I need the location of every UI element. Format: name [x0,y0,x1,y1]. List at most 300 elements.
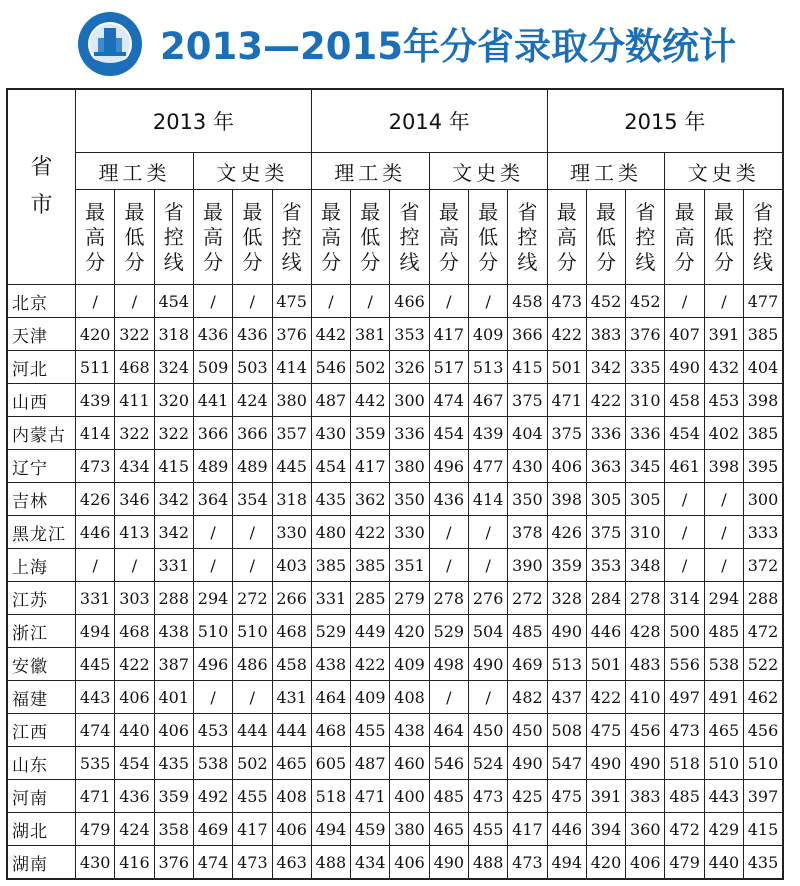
score-type-header [586,190,625,285]
province-cell: 山东 [7,747,76,780]
score-cell: 473 [76,450,115,483]
score-cell: 380 [272,384,311,417]
province-cell: 山西 [7,384,76,417]
score-cell: 415 [154,450,193,483]
score-cell: 429 [704,813,743,846]
university-logo-icon [76,10,144,78]
score-cell: 454 [115,747,154,780]
score-cell: 294 [193,582,232,615]
score-cell: 452 [586,285,625,318]
score-cell: 272 [508,582,547,615]
score-type-char: 分 [85,249,106,274]
score-type-header [311,190,350,285]
score-cell: 424 [115,813,154,846]
score-cell: 472 [665,813,704,846]
score-cell: 469 [508,648,547,681]
score-cell: 330 [390,516,429,549]
category-header: 文史类 [665,153,783,190]
score-type-char: 最 [674,199,695,224]
score-cell: 490 [626,747,665,780]
score-cell: 468 [115,351,154,384]
score-cell: 406 [154,714,193,747]
page-title: 2013—2015年分省录取分数统计 [160,25,736,68]
score-cell: 504 [468,615,507,648]
score-cell: / [429,516,468,549]
score-cell: 351 [390,549,429,582]
score-cell: 428 [626,615,665,648]
score-cell: 342 [154,516,193,549]
table-row [7,714,783,747]
score-cell: 454 [154,285,193,318]
table-row [7,450,783,483]
score-cell: 443 [76,681,115,714]
score-cell: 460 [390,747,429,780]
score-cell: 490 [665,351,704,384]
score-cell: 474 [429,384,468,417]
score-type-char: 最 [85,199,106,224]
score-cell: 479 [665,846,704,880]
score-cell: 556 [665,648,704,681]
score-type-char: 控 [399,224,420,249]
score-cell: 472 [744,615,783,648]
score-cell: 426 [76,483,115,516]
score-cell: 449 [351,615,390,648]
score-cell: 510 [193,615,232,648]
score-cell: 360 [626,813,665,846]
score-cell: 468 [272,615,311,648]
score-cell: 391 [704,318,743,351]
score-cell: 324 [154,351,193,384]
score-cell: 475 [547,780,586,813]
score-cell: 378 [508,516,547,549]
province-cell: 吉林 [7,483,76,516]
score-type-char: 省 [635,199,656,224]
score-cell: 494 [76,615,115,648]
score-cell: 381 [351,318,390,351]
score-cell: 422 [586,681,625,714]
score-cell: 350 [508,483,547,516]
score-cell: 430 [76,846,115,880]
score-cell: 426 [547,516,586,549]
score-cell: 350 [390,483,429,516]
score-cell: / [115,549,154,582]
category-header: 理工类 [547,153,665,190]
score-cell: 335 [626,351,665,384]
province-cell: 内蒙古 [7,417,76,450]
score-cell: 452 [626,285,665,318]
score-cell: 502 [351,351,390,384]
score-type-header [468,190,507,285]
score-cell: 490 [468,648,507,681]
score-cell: 442 [311,318,350,351]
score-cell: 331 [76,582,115,615]
score-type-char: 最 [360,199,381,224]
score-cell: / [193,285,232,318]
score-type-char: 省 [517,199,538,224]
score-type-char: 最 [478,199,499,224]
score-cell: 503 [233,351,272,384]
score-type-header [351,190,390,285]
score-cell: 455 [351,714,390,747]
score-cell: 404 [508,417,547,450]
score-cell: 435 [154,747,193,780]
score-cell: 401 [154,681,193,714]
score-cell: 438 [311,648,350,681]
score-type-char: 线 [399,249,420,274]
score-type-char: 最 [596,199,617,224]
score-cell: 511 [76,351,115,384]
province-cell: 黑龙江 [7,516,76,549]
table-row [7,285,783,318]
score-cell: 414 [272,351,311,384]
score-cell: / [115,285,154,318]
score-cell: 477 [744,285,783,318]
score-type-char: 高 [203,224,224,249]
province-cell: 安徽 [7,648,76,681]
score-type-char: 分 [360,249,381,274]
score-cell: 366 [508,318,547,351]
score-cell: 468 [115,615,154,648]
category-header: 理工类 [311,153,429,190]
score-cell: 278 [626,582,665,615]
score-cell: 446 [76,516,115,549]
score-cell: 342 [154,483,193,516]
score-cell: / [193,549,232,582]
score-cell: 475 [586,714,625,747]
score-cell: 385 [311,549,350,582]
score-cell: 465 [429,813,468,846]
score-cell: 395 [744,450,783,483]
score-cell: / [233,516,272,549]
score-type-char: 分 [438,249,459,274]
table-row [7,747,783,780]
table-row [7,681,783,714]
score-cell: 605 [311,747,350,780]
score-cell: 473 [508,846,547,880]
score-cell: 456 [626,714,665,747]
year-header: 2015 年 [547,89,783,153]
score-cell: 461 [665,450,704,483]
score-cell: 453 [704,384,743,417]
score-type-char: 控 [281,224,302,249]
score-type-char: 线 [753,249,774,274]
score-type-char: 低 [124,224,145,249]
score-cell: 518 [665,747,704,780]
table-row [7,417,783,450]
score-cell: / [429,549,468,582]
score-cell: 538 [193,747,232,780]
table-row [7,813,783,846]
score-type-char: 省 [163,199,184,224]
province-cell: 上海 [7,549,76,582]
score-type-char: 最 [242,199,263,224]
score-type-char: 控 [635,224,656,249]
score-cell: 398 [547,483,586,516]
score-cell: 331 [311,582,350,615]
score-cell: 459 [351,813,390,846]
score-cell: 455 [468,813,507,846]
score-cell: 471 [351,780,390,813]
score-cell: 485 [508,615,547,648]
score-cell: 336 [626,417,665,450]
score-cell: 480 [311,516,350,549]
score-cell: 513 [468,351,507,384]
score-cell: 400 [390,780,429,813]
province-cell: 北京 [7,285,76,318]
score-cell: 501 [586,648,625,681]
score-cell: 510 [233,615,272,648]
table-row [7,318,783,351]
province-cell: 江西 [7,714,76,747]
score-cell: 462 [744,681,783,714]
score-cell: 444 [233,714,272,747]
score-type-char: 省 [753,199,774,224]
score-cell: 408 [390,681,429,714]
score-cell: / [233,681,272,714]
score-cell: 394 [586,813,625,846]
score-type-char: 分 [674,249,695,274]
score-cell: 464 [311,681,350,714]
score-cell: 364 [193,483,232,516]
score-cell: 362 [351,483,390,516]
province-cell: 河南 [7,780,76,813]
score-type-header [193,190,232,285]
score-cell: 416 [115,846,154,880]
score-cell: / [468,516,507,549]
score-cell: 305 [626,483,665,516]
score-type-char: 低 [242,224,263,249]
score-cell: 380 [390,813,429,846]
score-cell: 383 [626,780,665,813]
score-type-char: 低 [478,224,499,249]
score-type-header [665,190,704,285]
score-type-header [429,190,468,285]
score-cell: 498 [429,648,468,681]
score-cell: 522 [744,648,783,681]
score-cell: 422 [115,648,154,681]
score-cell: 279 [390,582,429,615]
score-type-char: 高 [320,224,341,249]
score-cell: 487 [311,384,350,417]
score-cell: 436 [115,780,154,813]
score-cell: 322 [115,318,154,351]
score-cell: 276 [468,582,507,615]
score-type-header [547,190,586,285]
score-cell: 357 [272,417,311,450]
score-cell: 422 [351,648,390,681]
admission-score-table [6,88,784,880]
score-cell: 474 [193,846,232,880]
score-cell: 414 [76,417,115,450]
score-cell: / [429,285,468,318]
score-cell: / [468,549,507,582]
score-cell: / [233,549,272,582]
score-type-char: 线 [281,249,302,274]
score-cell: 385 [744,417,783,450]
score-type-header [704,190,743,285]
score-cell: 336 [390,417,429,450]
score-cell: 524 [468,747,507,780]
score-cell: 443 [704,780,743,813]
score-cell: 445 [272,450,311,483]
score-cell: 456 [744,714,783,747]
score-cell: 458 [508,285,547,318]
score-cell: 450 [468,714,507,747]
score-cell: 454 [429,417,468,450]
score-cell: 413 [115,516,154,549]
score-type-char: 线 [517,249,538,274]
score-cell: 538 [704,648,743,681]
score-cell: 517 [429,351,468,384]
score-cell: 422 [586,384,625,417]
score-cell: 502 [233,747,272,780]
province-cell: 湖北 [7,813,76,846]
year-header: 2013 年 [76,89,312,153]
score-cell: 328 [547,582,586,615]
score-cell: 473 [665,714,704,747]
score-type-char: 高 [438,224,459,249]
table-row [7,648,783,681]
score-type-char: 省 [399,199,420,224]
score-type-header [76,190,115,285]
score-cell: 398 [744,384,783,417]
score-cell: / [351,285,390,318]
score-cell: 436 [233,318,272,351]
score-type-char: 分 [713,249,734,274]
score-cell: 445 [76,648,115,681]
score-cell: 491 [704,681,743,714]
score-cell: 358 [154,813,193,846]
score-cell: / [193,681,232,714]
province-column-header: 省 市 [7,89,76,285]
score-type-char: 最 [438,199,459,224]
table-row [7,483,783,516]
score-cell: 375 [586,516,625,549]
score-cell: 406 [390,846,429,880]
score-cell: 318 [272,483,311,516]
score-type-char: 线 [163,249,184,274]
score-cell: 469 [193,813,232,846]
score-cell: 488 [311,846,350,880]
province-cell: 河北 [7,351,76,384]
score-cell: 547 [547,747,586,780]
score-cell: 485 [429,780,468,813]
score-cell: 398 [704,450,743,483]
score-cell: 488 [468,846,507,880]
score-cell: 455 [233,780,272,813]
score-cell: 363 [586,450,625,483]
score-cell: 466 [390,285,429,318]
score-cell: 326 [390,351,429,384]
score-cell: 409 [351,681,390,714]
score-cell: 417 [508,813,547,846]
province-cell: 天津 [7,318,76,351]
table-row [7,582,783,615]
score-cell: 482 [508,681,547,714]
score-cell: 500 [665,615,704,648]
score-cell: 380 [390,450,429,483]
score-cell: 438 [390,714,429,747]
score-cell: 406 [115,681,154,714]
score-cell: 406 [626,846,665,880]
score-cell: 479 [76,813,115,846]
score-cell: 471 [547,384,586,417]
score-cell: 375 [547,417,586,450]
score-cell: 385 [744,318,783,351]
score-type-char: 最 [320,199,341,224]
score-cell: 425 [508,780,547,813]
score-type-header [115,190,154,285]
score-cell: 322 [154,417,193,450]
province-cell: 江苏 [7,582,76,615]
score-cell: 496 [193,648,232,681]
score-cell: 430 [508,450,547,483]
score-cell: 450 [508,714,547,747]
score-cell: 471 [76,780,115,813]
score-cell: 454 [665,417,704,450]
score-cell: 422 [351,516,390,549]
score-cell: 353 [390,318,429,351]
score-cell: 465 [272,747,311,780]
score-type-char: 分 [203,249,224,274]
score-cell: 434 [351,846,390,880]
score-cell: 288 [744,582,783,615]
score-cell: 489 [233,450,272,483]
score-cell: 473 [468,780,507,813]
score-type-char: 高 [85,224,106,249]
score-cell: 320 [154,384,193,417]
score-type-char: 分 [124,249,145,274]
score-cell: 458 [272,648,311,681]
score-cell: 314 [665,582,704,615]
score-cell: 322 [115,417,154,450]
score-cell: 458 [665,384,704,417]
score-cell: 490 [508,747,547,780]
score-cell: 420 [390,615,429,648]
table-row [7,780,783,813]
score-cell: 485 [665,780,704,813]
score-cell: 397 [744,780,783,813]
score-type-char: 最 [713,199,734,224]
score-cell: 496 [429,450,468,483]
score-cell: 385 [351,549,390,582]
score-cell: 508 [547,714,586,747]
score-cell: 376 [272,318,311,351]
score-cell: 437 [547,681,586,714]
score-cell: 477 [468,450,507,483]
score-cell: 431 [272,681,311,714]
score-cell: 376 [626,318,665,351]
score-cell: / [311,285,350,318]
score-cell: 468 [311,714,350,747]
score-type-char: 高 [674,224,695,249]
score-cell: 475 [272,285,311,318]
category-header: 理工类 [76,153,194,190]
province-cell: 福建 [7,681,76,714]
score-cell: 492 [193,780,232,813]
score-cell: 390 [508,549,547,582]
score-cell: 353 [586,549,625,582]
score-cell: 420 [586,846,625,880]
score-type-char: 线 [635,249,656,274]
score-cell: 441 [193,384,232,417]
score-cell: 305 [586,483,625,516]
score-cell: / [193,516,232,549]
score-cell: / [665,549,704,582]
score-cell: 473 [547,285,586,318]
score-cell: 436 [429,483,468,516]
score-cell: 411 [115,384,154,417]
